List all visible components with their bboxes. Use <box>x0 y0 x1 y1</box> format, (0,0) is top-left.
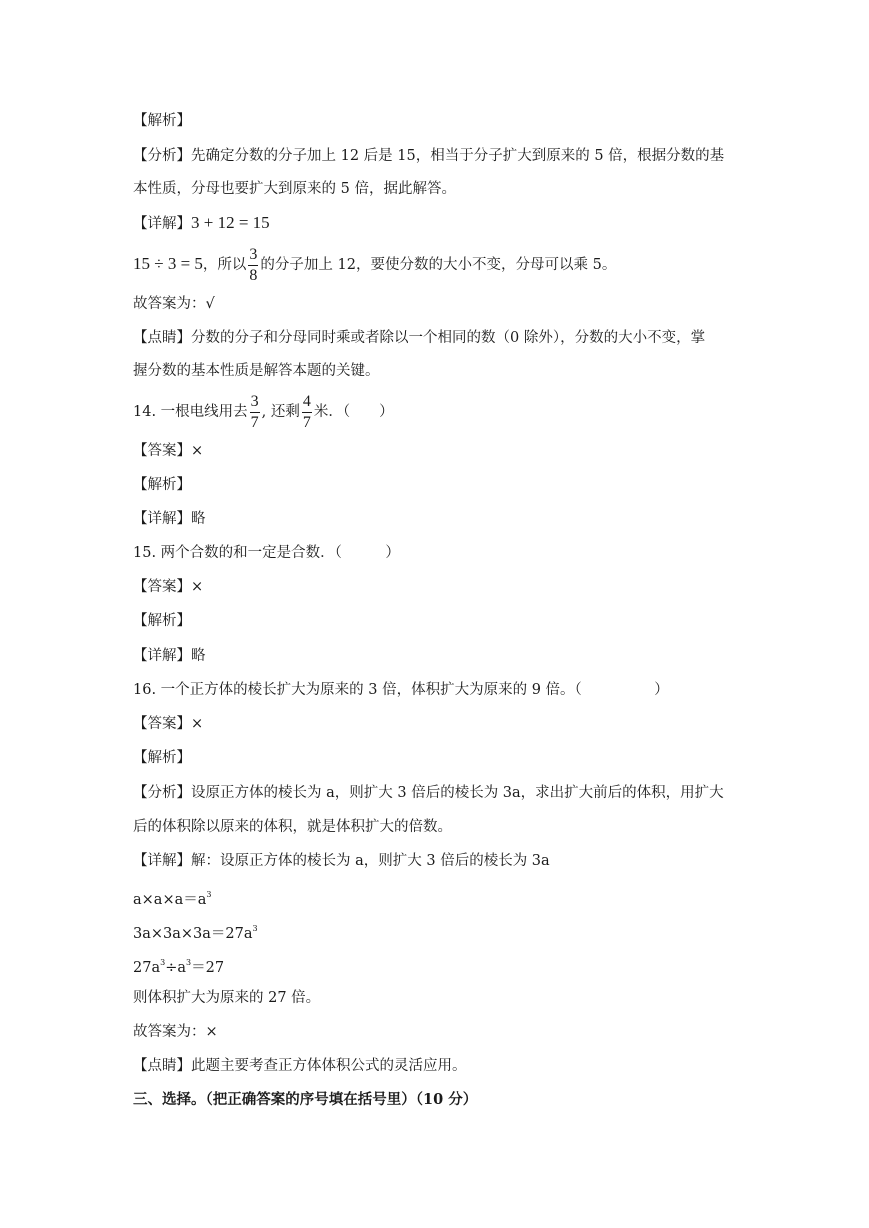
eq2-body: 3a×3a×3a＝27a <box>133 926 253 942</box>
fraction-bar <box>248 265 258 266</box>
q13-equation-2-line <box>133 246 616 284</box>
q13-jiexi-heading: 【解析】 <box>133 113 191 129</box>
eq3-part-a: 27a <box>133 960 161 976</box>
q14-text-c: 米．（ ） <box>313 404 394 420</box>
q13-xiangjie-line <box>133 213 270 234</box>
q13-dianjing-line-2: 握分数的基本性质是解答本题的关键。 <box>133 363 380 379</box>
q16-answer: 故答案为：× <box>133 1024 218 1040</box>
q14-fraction-4-7 <box>302 394 312 431</box>
q16-equation-1 <box>133 885 211 910</box>
fraction-denominator: 7 <box>302 413 311 431</box>
fraction-numerator: 3 <box>250 392 259 410</box>
q16-dianjing: 【点睛】此题主要考查正方体体积公式的灵活应用。 <box>133 1058 467 1074</box>
q13-text-a: ，所以 <box>202 257 247 273</box>
q16-xiangjie: 【详解】解：设原正方体的棱长为 a，则扩大 3 倍后的棱长为 3a <box>133 853 550 869</box>
fraction-denominator: 7 <box>250 413 259 431</box>
q14-text-a: 14. 一根电线用去 <box>133 404 248 420</box>
q13-text-b: 的分子加上 12，要使分数的大小不变，分母可以乘 5。 <box>260 257 617 273</box>
q13-xiangjie-label: 【详解】 <box>133 216 191 232</box>
q14-jiexi: 【解析】 <box>133 477 191 493</box>
q14-fraction-3-7 <box>250 394 260 431</box>
eq3-part-b: ÷a <box>165 960 186 976</box>
q13-fenxi-line-1: 【分析】先确定分数的分子加上 12 后是 15，相当于分子扩大到原来的 5 倍，根据分数的基 <box>133 148 725 164</box>
fraction-denominator: 8 <box>249 266 258 284</box>
eq1-exponent: 3 <box>206 890 212 899</box>
q13-dianjing-line-1: 【点睛】分数的分子和分母同时乘或者除以一个相同的数（0 除外），分数的大小不变，掌 <box>133 330 706 346</box>
q16-conclusion: 则体积扩大为原来的 27 倍。 <box>133 990 321 1006</box>
q13-equation-2: 15 ÷ 3 = 5 <box>133 254 203 273</box>
q16-equation-3 <box>133 953 224 978</box>
fraction-bar <box>250 412 260 413</box>
q14-xiangjie: 【详解】略 <box>133 511 206 527</box>
q16-fenxi-line-1: 【分析】设原正方体的棱长为 a，则扩大 3 倍后的棱长为 3a，求出扩大前后的体积，用扩大 <box>133 785 724 801</box>
q15-question: 15. 两个合数的和一定是合数．（ ） <box>133 545 400 561</box>
q15-daan: 【答案】× <box>133 579 204 595</box>
q16-daan: 【答案】× <box>133 716 204 732</box>
eq1-body: a×a×a＝a <box>133 892 207 908</box>
q15-jiexi: 【解析】 <box>133 613 191 629</box>
fraction-bar <box>302 412 312 413</box>
q16-jiexi: 【解析】 <box>133 750 191 766</box>
fraction-numerator: 4 <box>302 392 311 410</box>
q13-fenxi-line-2: 本性质，分母也要扩大到原来的 5 倍，据此解答。 <box>133 181 456 197</box>
eq3-exponent-1: 3 <box>160 958 166 967</box>
q14-question <box>133 392 394 432</box>
q15-xiangjie: 【详解】略 <box>133 648 206 664</box>
q16-question: 16. 一个正方体的棱长扩大为原来的 3 倍，体积扩大为原来的 9 倍。（ ） <box>133 682 669 698</box>
q13-answer: 故答案为：√ <box>133 296 215 312</box>
q16-equation-2 <box>133 919 258 944</box>
q13-fraction-3-8 <box>248 247 258 284</box>
q16-fenxi-line-2: 后的体积除以原来的体积，就是体积扩大的倍数。 <box>133 819 452 835</box>
q14-daan: 【答案】× <box>133 443 204 459</box>
eq3-exponent-2: 3 <box>186 958 192 967</box>
q14-text-b: , 还剩 <box>261 404 300 420</box>
section-3-title: 三、选择。（把正确答案的序号填在括号里）（10 分） <box>133 1091 478 1108</box>
fraction-numerator: 3 <box>249 245 258 263</box>
eq2-exponent: 3 <box>252 924 258 933</box>
eq3-part-c: ＝27 <box>191 960 225 976</box>
q13-equation-1: 3 + 12 = 15 <box>191 213 270 232</box>
